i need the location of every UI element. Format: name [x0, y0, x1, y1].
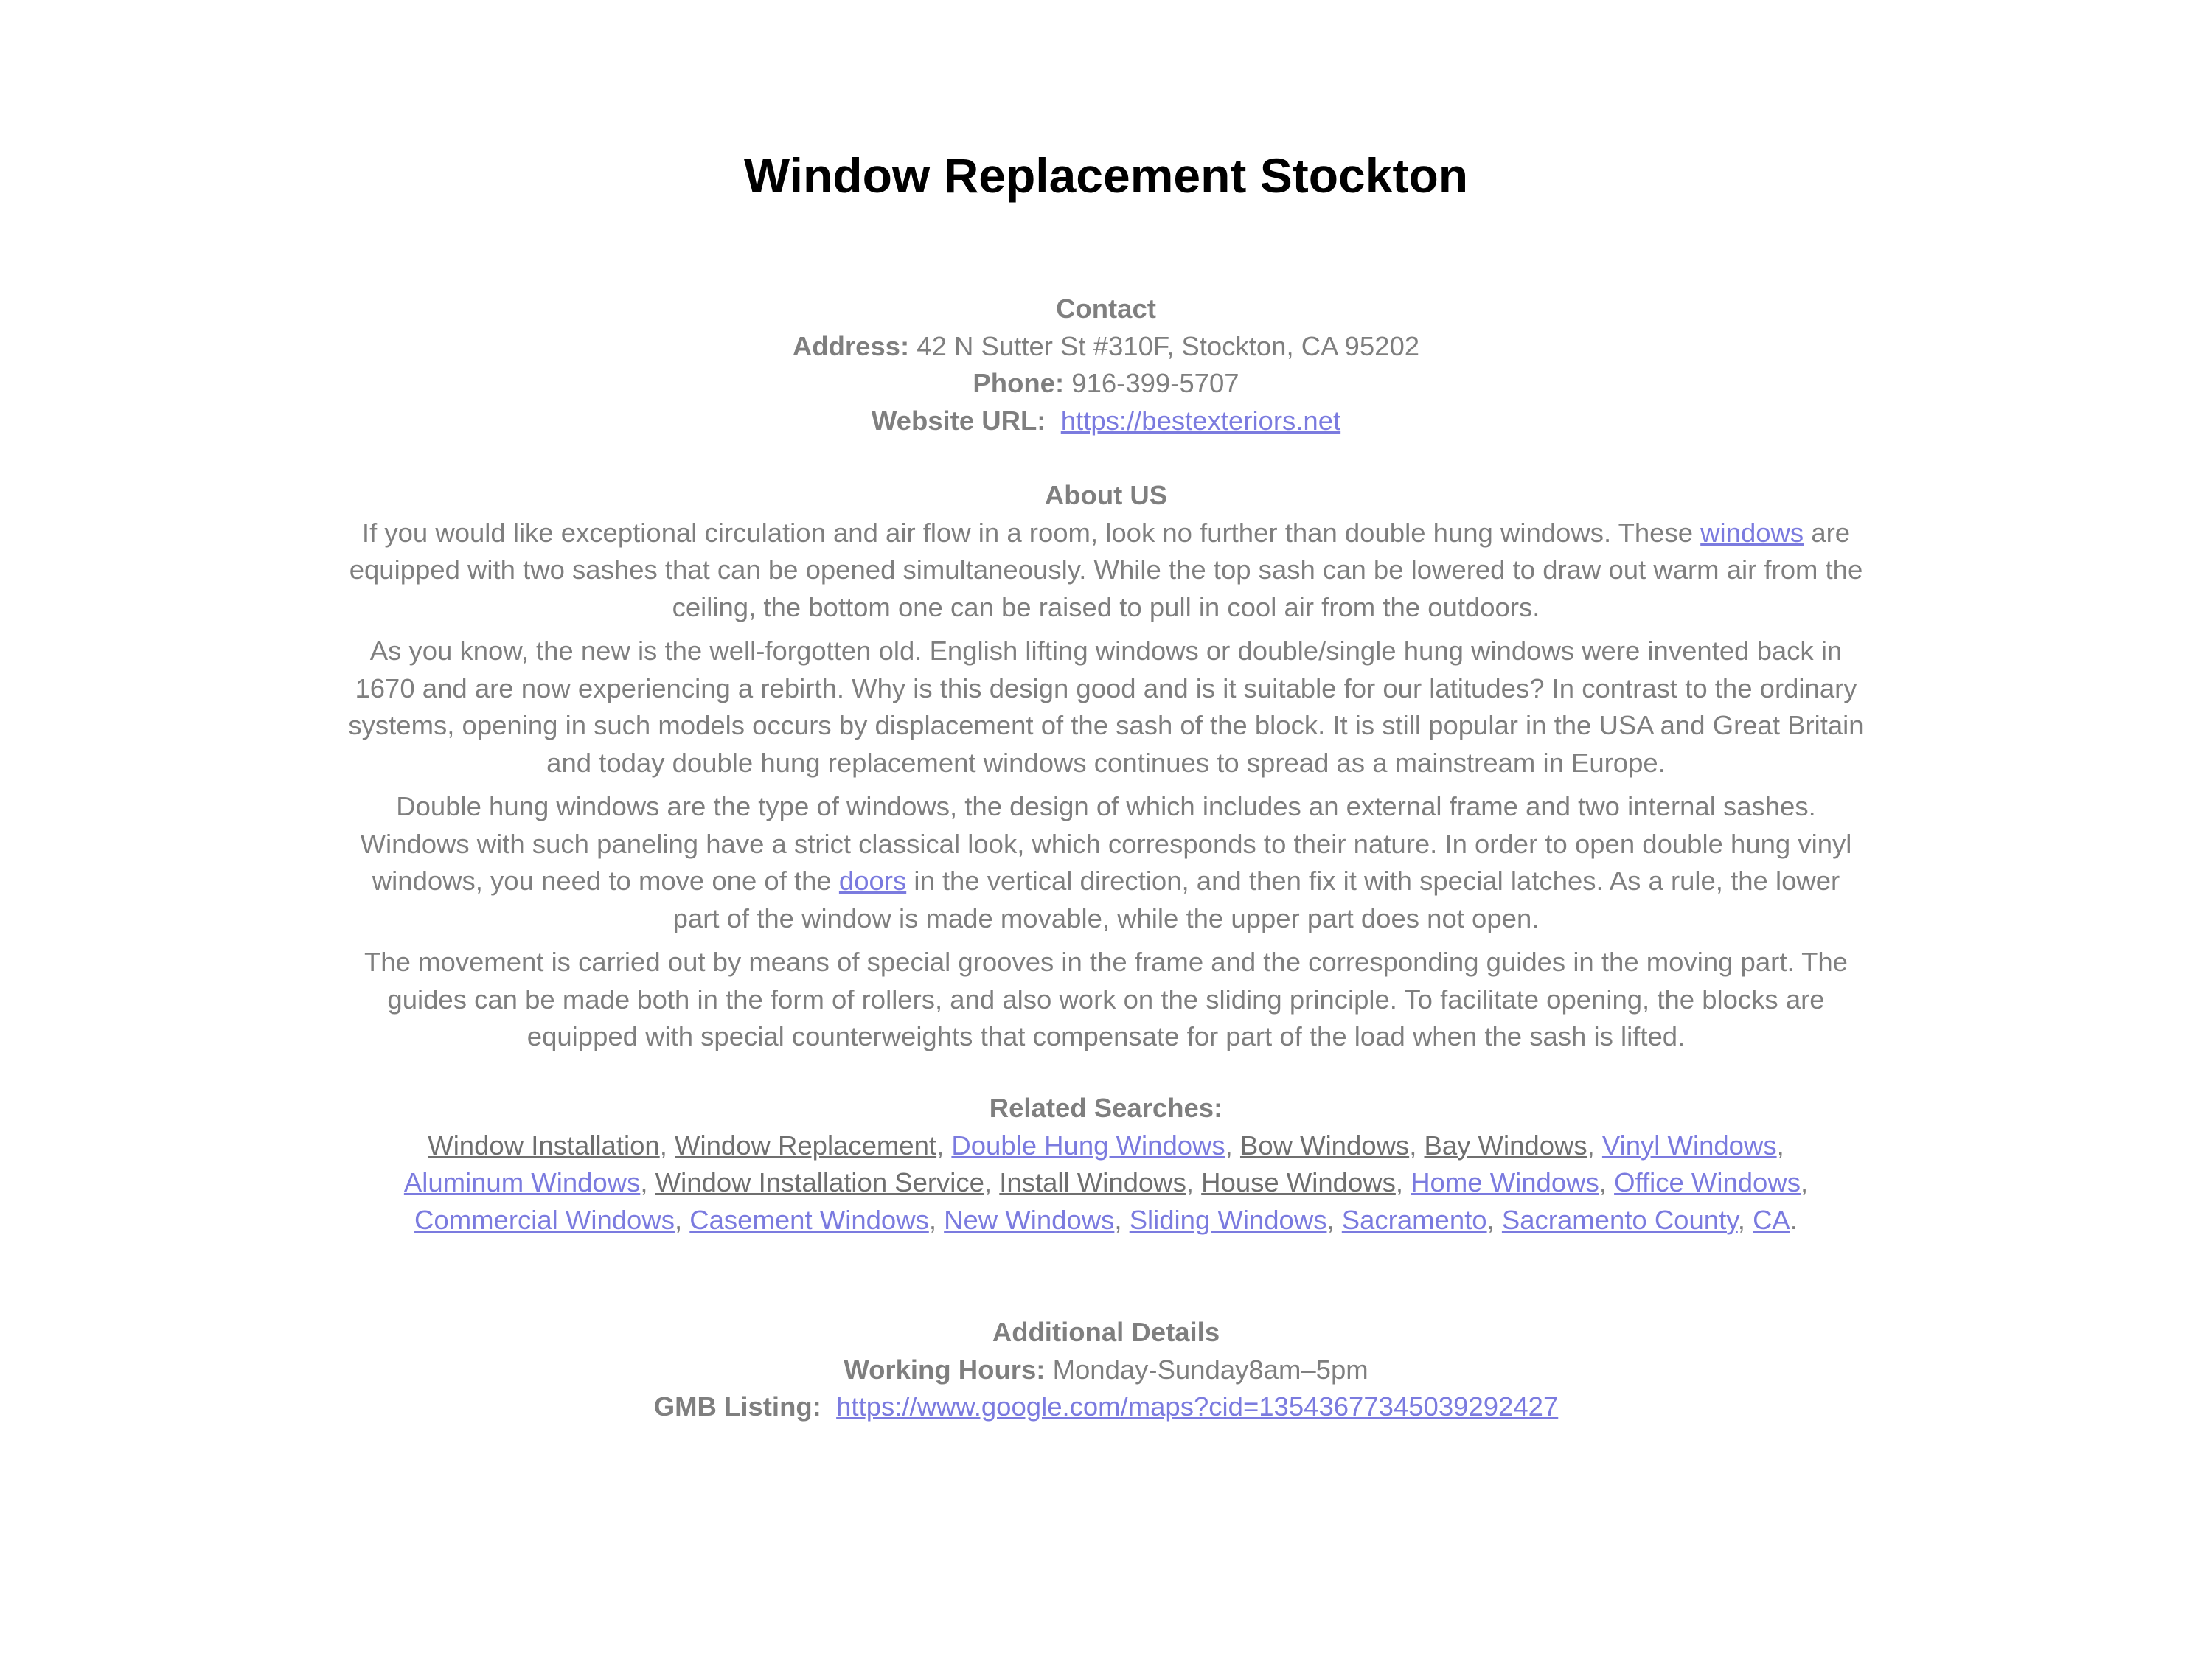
working-hours-line — [347, 1352, 1865, 1389]
contact-section — [347, 291, 1865, 439]
related-search-item — [655, 1167, 992, 1197]
related-search-separator: , — [1486, 1204, 1495, 1235]
related-searches-list — [347, 1127, 1865, 1239]
related-searches-heading: Related Searches: — [989, 1093, 1223, 1123]
related-search-separator: , — [1737, 1204, 1745, 1235]
page-title: Window Replacement Stockton — [743, 148, 1469, 203]
related-search-separator: , — [1395, 1167, 1404, 1197]
related-search-link[interactable]: CA — [1753, 1204, 1790, 1235]
related-search-link[interactable]: Sacramento — [1341, 1204, 1487, 1235]
address-line — [347, 328, 1865, 366]
working-hours-label: Working Hours: — [844, 1354, 1046, 1385]
related-search-separator: , — [1114, 1204, 1122, 1235]
related-search-item — [944, 1205, 1121, 1235]
phone-label: Phone: — [973, 368, 1065, 398]
related-search-link[interactable]: Install Windows — [999, 1167, 1186, 1197]
about-paragraph-4: The movement is carried out by means of special grooves in the frame and the corresponding guides in the moving part. The guides can be made both in the form of rollers, and also work on the sliding principle. To facilitate opening, the blocks are equipped with special counterweights that compensate for part of the load when the sash is lifted. — [364, 947, 1848, 1051]
working-hours-value: Monday-Sunday8am–5pm — [1052, 1354, 1368, 1385]
related-search-link[interactable]: Sacramento County — [1501, 1204, 1738, 1235]
website-label: Website URL: — [871, 405, 1046, 436]
related-search-separator: , — [674, 1204, 683, 1235]
related-search-separator: , — [659, 1130, 667, 1161]
related-search-item — [1201, 1167, 1403, 1197]
related-search-separator: , — [1776, 1130, 1784, 1161]
related-search-item — [1411, 1167, 1607, 1197]
website-link[interactable]: https://bestexteriors.net — [1060, 405, 1341, 436]
related-search-separator: , — [640, 1167, 648, 1197]
gmb-listing-link[interactable]: https://www.google.com/maps?cid=13543677345039292427 — [836, 1391, 1559, 1422]
gmb-listing-label: GMB Listing: — [653, 1391, 821, 1422]
about-paragraph-2: As you know, the new is the well-forgotten old. English lifting windows or double/single hung windows were invented back in 1670 and are now experiencing a rebirth. Why is this design good and is it suitable for our latitudes? In contrast to the ordinary systems, opening in such models occurs by displacement of the sash of the block. It is still popular in the USA and Great Britain and today double hung replacement windows continues to spread as a mainstream in Europe. — [348, 636, 1864, 778]
about-p1-text-before: If you would like exceptional circulation and air flow in a room, look no further than double hung windows. These — [361, 517, 1694, 548]
related-search-link[interactable]: House Windows — [1201, 1167, 1396, 1197]
related-search-item — [1425, 1130, 1595, 1161]
related-search-separator: , — [984, 1167, 992, 1197]
additional-details-heading: Additional Details — [992, 1317, 1220, 1347]
related-search-item — [951, 1130, 1232, 1161]
about-p3-text-after: in the vertical direction, and then fix it with special latches. As a rule, the lower part of the window is made movable, while the upper part does not open. — [672, 866, 1840, 933]
about-paragraph-3 — [347, 788, 1865, 937]
related-search-link[interactable]: Double Hung Windows — [951, 1130, 1225, 1161]
related-search-separator: , — [1587, 1130, 1595, 1161]
related-search-item — [999, 1167, 1194, 1197]
related-search-item — [1602, 1130, 1784, 1161]
related-search-item — [414, 1205, 682, 1235]
related-search-separator: , — [1800, 1167, 1809, 1197]
related-search-item — [1130, 1205, 1335, 1235]
related-search-link[interactable]: Window Installation Service — [655, 1167, 984, 1197]
additional-details-section — [347, 1314, 1865, 1426]
related-search-item — [1614, 1167, 1808, 1197]
related-search-separator: , — [1326, 1204, 1335, 1235]
about-section — [347, 477, 1865, 1056]
related-search-item — [428, 1130, 667, 1161]
address-label: Address: — [792, 330, 910, 361]
related-search-link[interactable]: Office Windows — [1614, 1167, 1801, 1197]
about-p1-text-after: are equipped with two sashes that can be opened simultaneously. While the top sash can be lowered to draw out warm air from the ceiling, the bottom one can be raised to pull in cool air from the outdoors. — [349, 517, 1863, 622]
related-search-item — [1753, 1205, 1798, 1235]
related-search-link[interactable]: Window Replacement — [675, 1130, 937, 1161]
related-search-link[interactable]: Casement Windows — [689, 1204, 929, 1235]
doors-link[interactable]: doors — [838, 866, 907, 896]
related-search-item — [1502, 1205, 1745, 1235]
related-search-item — [1240, 1130, 1416, 1161]
related-search-link[interactable]: New Windows — [944, 1204, 1115, 1235]
related-search-separator: , — [1186, 1167, 1194, 1197]
address-value: 42 N Sutter St #310F, Stockton, CA 95202 — [917, 330, 1420, 361]
related-search-link[interactable]: Bow Windows — [1239, 1130, 1410, 1161]
related-searches-section — [347, 1090, 1865, 1239]
gmb-listing-line — [347, 1388, 1865, 1426]
related-search-link[interactable]: Home Windows — [1411, 1167, 1599, 1197]
windows-link[interactable]: windows — [1700, 517, 1804, 548]
related-search-separator: . — [1790, 1204, 1798, 1235]
related-search-link[interactable]: Window Installation — [428, 1130, 660, 1161]
related-search-link[interactable]: Sliding Windows — [1129, 1204, 1327, 1235]
phone-value: 916-399-5707 — [1071, 368, 1239, 398]
related-search-separator: , — [1409, 1130, 1417, 1161]
related-search-separator: , — [1225, 1130, 1233, 1161]
related-search-item — [689, 1205, 936, 1235]
related-search-link[interactable]: Bay Windows — [1424, 1130, 1587, 1161]
related-search-link[interactable]: Commercial Windows — [414, 1204, 675, 1235]
about-p3-text-before: Double hung windows are the type of windows, the design of which includes an external frame and two internal sashes. Windows with such paneling have a strict classical look, which corresponds to their nature. In order to open double hung vinyl windows, you need to move one of the — [360, 791, 1852, 896]
related-search-link[interactable]: Vinyl Windows — [1601, 1130, 1777, 1161]
related-search-item — [404, 1167, 648, 1197]
about-heading: About US — [1044, 480, 1168, 510]
contact-heading: Contact — [1056, 293, 1156, 324]
related-search-separator: , — [928, 1204, 936, 1235]
related-search-separator: , — [1599, 1167, 1607, 1197]
about-paragraph-1 — [347, 515, 1865, 627]
related-search-item — [675, 1130, 944, 1161]
related-search-item — [1342, 1205, 1495, 1235]
related-search-link[interactable]: Aluminum Windows — [403, 1167, 641, 1197]
related-search-separator: , — [936, 1130, 945, 1161]
phone-line — [347, 365, 1865, 403]
website-line — [347, 403, 1865, 440]
